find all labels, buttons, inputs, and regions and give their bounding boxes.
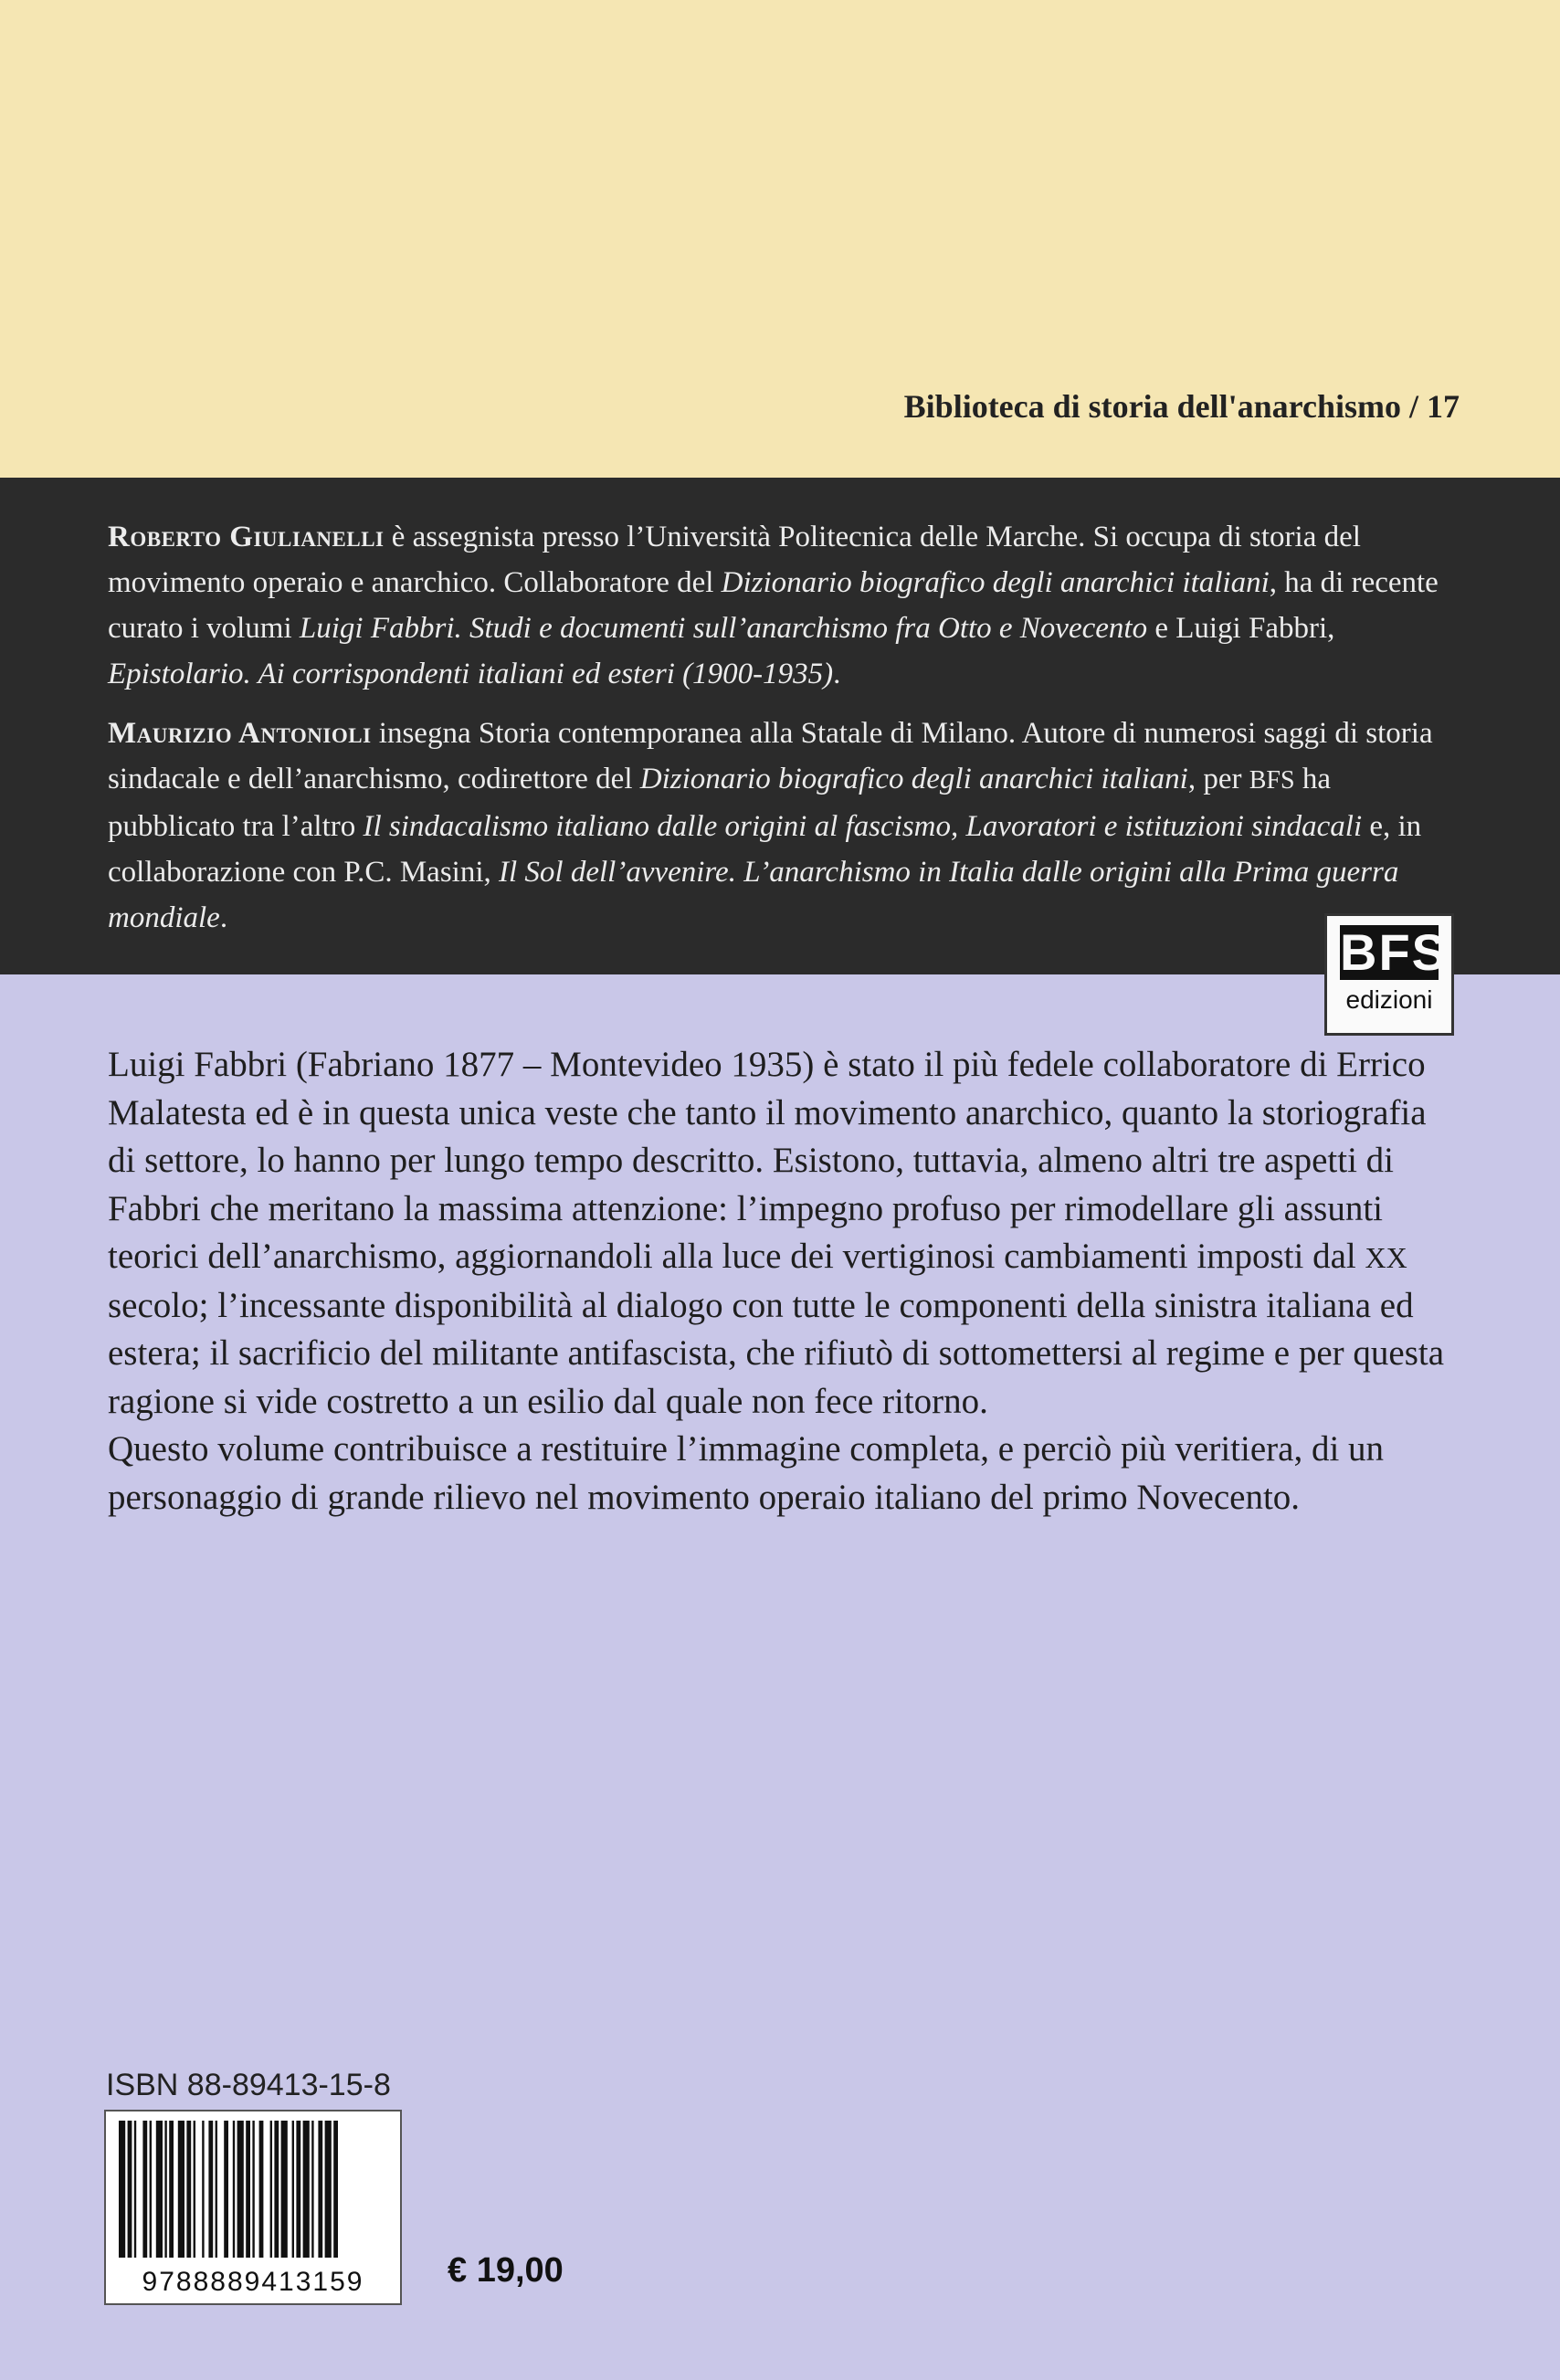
barcode [104, 2110, 402, 2305]
barcode-digits: 9788889413159 [142, 2267, 364, 2297]
author-bio-giulianelli: Roberto Giulianelli è assegnista presso l’Università Politecnica delle Marche. Si occupa di storia del movimento operaio e anarchico. Collaboratore del Dizionario biografico degli anarchici italiani, ha di recente curato i volumi Luigi Fabbri. Studi e documenti sull’anarchismo fra Otto e Novecento e Luigi Fabbri, Epistolario. Ai corrispondenti italiani ed esteri (1900-1935). [108, 521, 1439, 690]
author-bios-band [0, 478, 1560, 974]
logo-text: edizioni [1345, 985, 1433, 1014]
bfs-logo-mark: BFS [1340, 923, 1448, 981]
author-name: Maurizio Antonioli [108, 717, 372, 750]
author-bio-antonioli: Maurizio Antonioli insegna Storia contemporanea alla Statale di Milano. Autore di numerosi saggi di storia sindacale e dell’anarchismo, codirettore del Dizionario biografico degli anarchici italiani, per BFS ha pubblicato tra l’altro Il sindacalismo italiano dalle origini al fascismo, Lavoratori e istituzioni sindacali e, in collaborazione con P.C. Masini, Il Sol dell’avvenire. L’anarchismo in Italia dalle origini alla Prima guerra mondiale. [108, 717, 1433, 934]
isbn-label: ISBN 88-89413-15-8 [106, 2068, 391, 2102]
series-title: Biblioteca di storia dell'anarchismo / 17 [903, 388, 1460, 425]
top-band [0, 0, 1560, 478]
price: € 19,00 [448, 2251, 564, 2290]
barcode-icon [119, 2121, 391, 2258]
publisher-logo [1324, 913, 1454, 1036]
book-description: Luigi Fabbri (Fabriano 1877 – Montevideo 1935) è stato il più fedele collaboratore di Errico Malatesta ed è in questa unica veste che tanto il movimento anarchico, quanto la storiografia di settore, lo hanno per lungo tempo descritto. Esistono, tuttavia, almeno altri tre aspetti di Fabbri che meritano la massima attenzione: l’impegno profuso per rimodellare gli assunti teorici dell’anarchismo, aggiornandoli alla luce dei vertiginosi cambiamenti imposti dal XX secolo; l’incessante disponibilità al dialogo con tutte le componenti della sinistra italiana ed estera; il sacrificio del militante antifascista, che rifiutò di sottomettersi al regime e per questa ragione si vide costretto a un esilio dal quale non fece ritorno. Questo volume contribuisce a restituire l’immagine completa, e perciò più veritiera, di un personaggio di grande rilievo nel movimento operaio italiano del primo Novecento. [108, 1045, 1445, 1517]
author-name: Roberto Giulianelli [108, 521, 385, 553]
